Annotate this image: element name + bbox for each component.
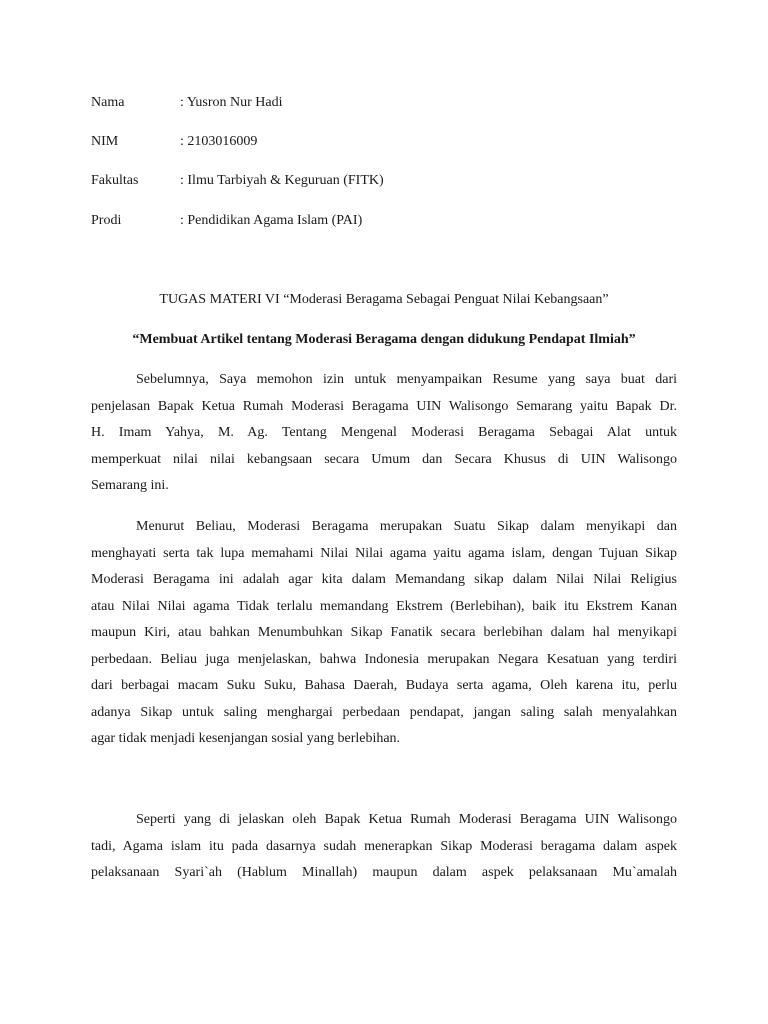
paragraph-3 — [91, 807, 677, 887]
identity-label-program: Prodi — [91, 213, 122, 228]
identity-label-name: Nama — [91, 95, 125, 110]
identity-value-program: : Pendidikan Agama Islam (PAI) — [180, 213, 363, 228]
paragraph-line: Seperti yang di jelaskan oleh Bapak Ketua Rumah Moderasi Beragama UIN Walisongo — [136, 812, 677, 827]
paragraph-2 — [91, 514, 677, 753]
paragraph-line: pelaksanaan Syari`ah (Hablum Minallah) maupun dalam aspek pelaksanaan Mu`amalah — [91, 865, 677, 880]
paragraph-line: Sebelumnya, Saya memohon izin untuk menyampaikan Resume yang saya buat dari — [136, 372, 677, 387]
paragraph-line: Moderasi Beragama ini adalah agar kita dalam Memandang sikap dalam Nilai Nilai Religius — [91, 572, 677, 587]
identity-value-nim: : 2103016009 — [180, 134, 258, 149]
identity-value-faculty: : Ilmu Tarbiyah & Keguruan (FITK) — [180, 173, 384, 188]
paragraph-line: penjelasan Bapak Ketua Rumah Moderasi Beragama UIN Walisongo Semarang yaitu Bapak Dr. — [91, 398, 677, 414]
paragraph-1 — [91, 367, 677, 500]
identity-row-nim — [91, 132, 257, 152]
paragraph-line: H. Imam Yahya, M. Ag. Tentang Mengenal Moderasi Beragama Sebagai Alat untuk — [91, 425, 677, 440]
paragraph-line: Semarang ini. — [91, 478, 169, 493]
paragraph-line: perbedaan. Beliau juga menjelaskan, bahwa Indonesia merupakan Negara Kesatuan yang terdiri — [91, 651, 677, 667]
identity-label-nim: NIM — [91, 134, 119, 149]
paragraph-line: adanya Sikap untuk saling menghargai perbedaan pendapat, jangan saling salah menyalahkan — [91, 704, 677, 720]
document-title: TUGAS MATERI VI “Moderasi Beragama Sebagai Penguat Nilai Kebangsaan” — [159, 292, 609, 307]
document-subtitle: “Membuat Artikel tentang Moderasi Beragama dengan didukung Pendapat Ilmiah” — [132, 332, 636, 347]
paragraph-line: Menurut Beliau, Moderasi Beragama merupakan Suatu Sikap dalam menyikapi dan — [136, 519, 677, 534]
identity-row-name — [91, 93, 283, 113]
paragraph-line: maupun Kiri, atau bahkan Menumbuhkan Sikap Fanatik secara berlebihan dalam hal menyikapi — [91, 625, 677, 640]
paragraph-line: agar tidak menjadi kesenjangan sosial yang berlebihan. — [91, 731, 401, 746]
identity-row-program — [91, 211, 362, 231]
identity-label-faculty: Fakultas — [91, 173, 139, 188]
paragraph-line: tadi, Agama islam itu pada dasarnya sudah menerapkan Sikap Moderasi beragama dalam aspek — [91, 838, 677, 854]
paragraph-line: dari berbagai macam Suku Suku, Bahasa Daerah, Budaya serta agama, Oleh karena itu, perlu — [91, 678, 677, 693]
paragraph-line: menghayati serta tak lupa memahami Nilai Nilai agama yaitu agama islam, dengan Tujuan Sikap — [91, 545, 677, 561]
paragraph-line: memperkuat nilai nilai kebangsaan secara Umum dan Secara Khusus di UIN Walisongo — [91, 451, 677, 467]
identity-row-faculty — [91, 171, 384, 191]
paragraph-line: atau Nilai Nilai agama Tidak terlalu memandang Ekstrem (Berlebihan), baik itu Ekstrem Kanan — [91, 598, 677, 614]
identity-value-name: : Yusron Nur Hadi — [180, 95, 283, 110]
